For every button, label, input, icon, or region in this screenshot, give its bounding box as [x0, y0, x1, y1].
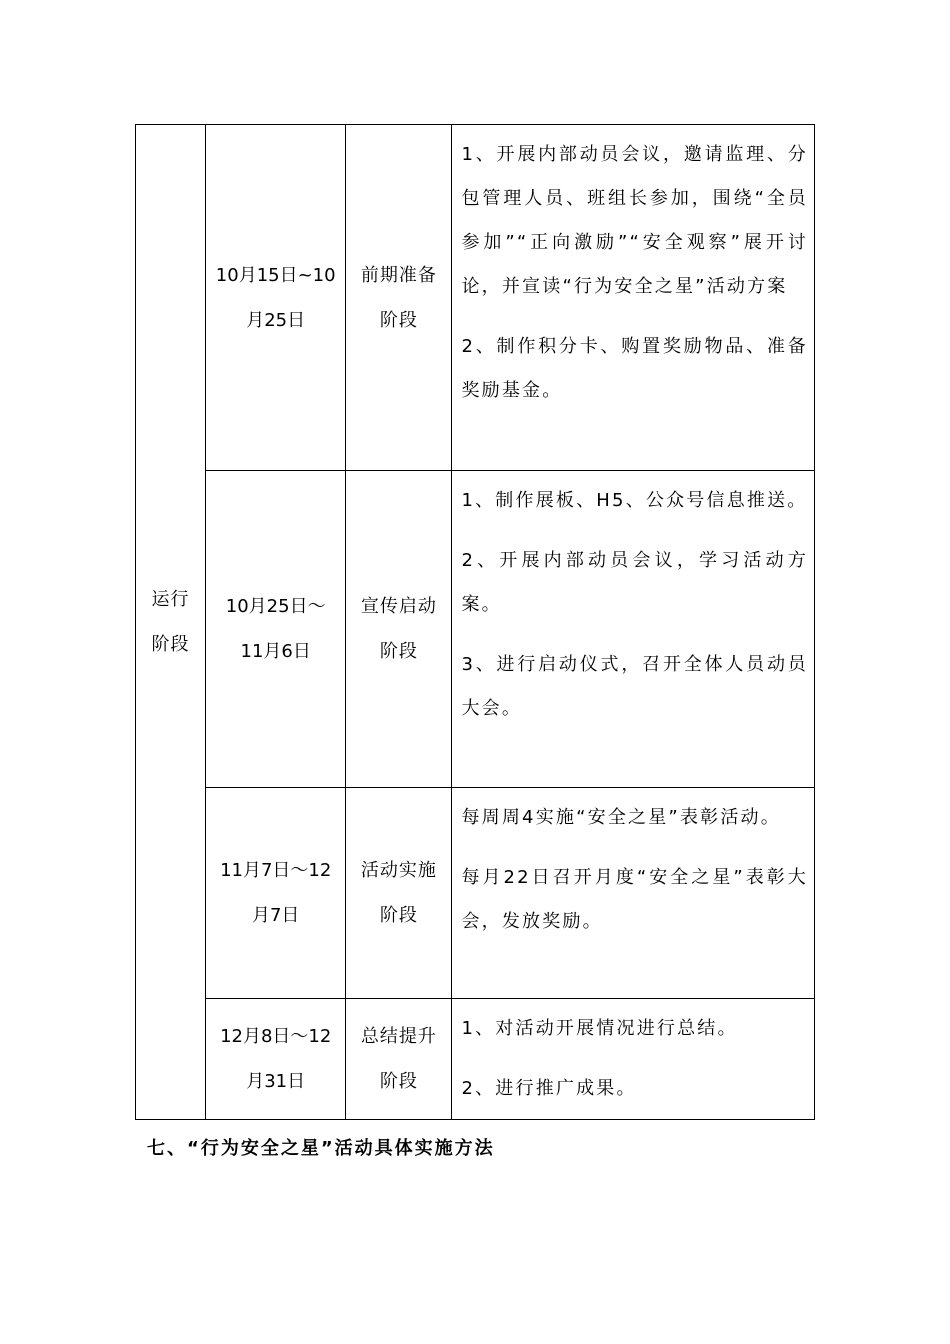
content-item: 2、制作积分卡、购置奖励物品、准备奖励基金。 [461, 336, 808, 401]
content-item: 1、开展内部动员会议，邀请监理、分包管理人员、班组长参加，围绕“全员参加”“正向激励”“安全观察”展开讨论，并宣读“行为安全之星”活动方案 [461, 144, 808, 297]
table-row [136, 471, 815, 788]
stage-cell [346, 471, 452, 788]
date-text: 11月7日～12月7日 [220, 860, 332, 926]
date-cell [206, 788, 346, 999]
stage-text: 宣传启动阶段 [360, 596, 437, 662]
section-heading: 七、“行为安全之星”活动具体实施方法 [147, 1138, 495, 1159]
date-text: 10月25日～11月6日 [225, 596, 326, 662]
date-cell [206, 471, 346, 788]
content-cell [452, 999, 815, 1120]
content-item: 2、开展内部动员会议，学习活动方案。 [461, 550, 808, 615]
table-row [136, 125, 815, 471]
date-text: 10月15日~10月25日 [215, 264, 336, 331]
stage-cell [346, 788, 452, 999]
stage-text: 总结提升阶段 [360, 1026, 437, 1092]
stage-cell [346, 125, 452, 471]
content-item: 每月22日召开月度“安全之星”表彰大会，发放奖励。 [461, 867, 808, 932]
content-item: 3、进行启动仪式，召开全体人员动员大会。 [461, 654, 808, 719]
content-item: 每周周4实施“安全之星”表彰活动。 [461, 807, 781, 828]
content-cell [452, 471, 815, 788]
content-cell [452, 125, 815, 471]
content-cell [452, 788, 815, 999]
stage-cell [346, 999, 452, 1120]
date-text: 12月8日～12月31日 [220, 1026, 332, 1092]
date-cell [206, 999, 346, 1120]
date-cell [206, 125, 346, 471]
table-row [136, 999, 815, 1120]
stage-text: 活动实施阶段 [360, 860, 437, 926]
schedule-table [135, 124, 815, 1120]
content-item: 1、制作展板、H5、公众号信息推送。 [461, 490, 808, 511]
phase-label: 运行阶段 [151, 589, 190, 655]
table-row [136, 788, 815, 999]
phase-cell [136, 125, 206, 1120]
content-item: 2、进行推广成果。 [461, 1078, 637, 1099]
content-item: 1、对活动开展情况进行总结。 [461, 1018, 738, 1039]
stage-text: 前期准备阶段 [360, 264, 437, 331]
